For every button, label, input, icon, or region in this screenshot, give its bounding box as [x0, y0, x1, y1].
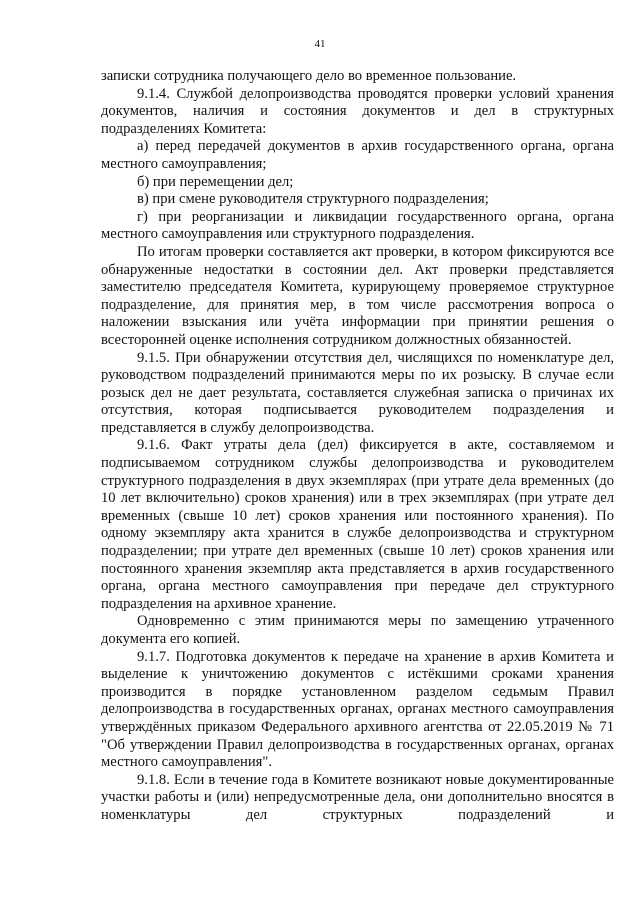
- list-item-a: а) перед передачей документов в архив государственного органа, органа местного самоуправления;: [101, 138, 614, 172]
- paragraph-replacement: Одновременно с этим принимаются меры по замещению утраченного документа его копией.: [101, 613, 614, 647]
- page-number: 41: [314, 38, 326, 50]
- list-item-b: б) при перемещении дел;: [137, 173, 294, 190]
- list-item-v: в) при смене руководителя структурного подразделения;: [137, 191, 489, 208]
- paragraph-9-1-4: 9.1.4. Службой делопроизводства проводятся проверки условий хранения документов, наличия и состояния документов и дел в структурных подразделениях Комитета:: [101, 85, 614, 137]
- paragraph-9-1-8: 9.1.8. Если в течение года в Комитете возникают новые документированные участки работы и (или) непредусмотренные дела, они дополнительно вносятся в номенклатуры дел структурных подразделений и: [101, 771, 614, 823]
- paragraph-9-1-5: 9.1.5. При обнаружении отсутствия дел, числящихся по номенклатуре дел, руководством подразделений принимаются меры по их розыску. В случае если розыск дел не дает результата, составляется служебная записка о причинах их отсутствия, которая подписывается руководителем подразделения и представляется в службу делопроизводства.: [101, 349, 614, 436]
- paragraph-inspection-act: По итогам проверки составляется акт проверки, в котором фиксируются все обнаруженные недостатки в состоянии дел. Акт проверки представляется заместителю председателя Комитета, курирующему проверяемое структурное подразделение, для принятия мер, в том числе рассмотрения вопроса о наложении взыскания или учёта информации при принятии решения о всесторонней оценке исполнения сотрудником должностных обязанностей.: [101, 243, 614, 348]
- paragraph-9-1-7: 9.1.7. Подготовка документов к передаче на хранение в архив Комитета и выделение к уничтожению документов с истёкшими сроками хранения производится в порядке установленном разделом седьмым Правил делопроизводства в государственных органах, органах местного самоуправления утверждённых приказом Федерального архивного агентства от 22.05.2019 № 71 "Об утверждении Правил делопроизводства в государственных органах, органах местного самоуправления".: [101, 648, 614, 771]
- list-item-g: г) при реорганизации и ликвидации государственного органа, органа местного самоуправления или структурного подразделения.: [101, 208, 614, 243]
- paragraph-9-1-6: 9.1.6. Факт утраты дела (дел) фиксируется в акте, составляемом и подписываемом сотрудником службы делопроизводства и руководителем структурного подразделения в двух экземплярах (при утрате дела временных (до 10 лет включительно) сроков хранения) или в трех экземплярах (при утрате дел временных (свыше 10 лет) сроков хранения или постоянного хранения). По одному экземпляру акта хранится в службе делопроизводства и структурном подразделении; при утрате дел временных (свыше 10 лет) сроков хранения или постоянного хранения экземпляр акта представляется в архив государственного органа, органа местного самоуправления при передаче дел структурного подразделения на архивное хранение.: [101, 437, 614, 612]
- paragraph-continuation: записки сотрудника получающего дело во временное пользование.: [101, 68, 517, 84]
- document-body: [101, 68, 614, 825]
